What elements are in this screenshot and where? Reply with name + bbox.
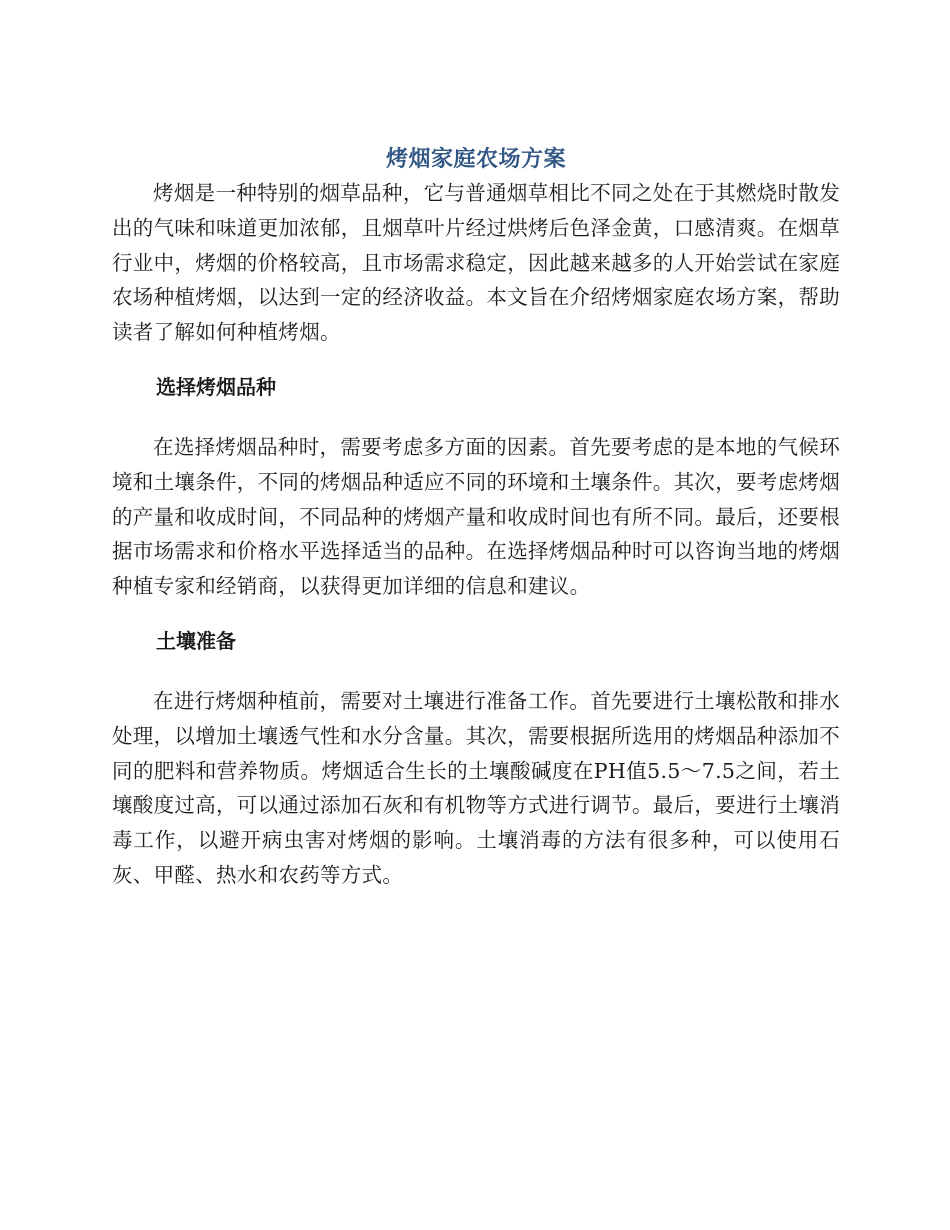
document-title: 烤烟家庭农场方案 <box>385 147 566 172</box>
section-heading-soil: 土壤准备 <box>156 628 236 653</box>
section-body-soil: 在进行烤烟种植前，需要对土壤进行准备工作。首先要进行土壤松散和排水处理，以增加土壤透气性和水分含量。其次，需要根据所选用的烤烟品种添加不同的肥料和营养物质。烤烟适合生长的土壤酸碱度在PH值5.5～7.5之间，若土壤酸度过高，可以通过添加石灰和有机物等方式进行调节。最后，要进行土壤消毒工作，以避开病虫害对烤烟的影响。土壤消毒的方法有很多种，可以使用石灰、甲醛、热水和农药等方式。 <box>112 688 840 887</box>
intro-paragraph: 烤烟是一种特别的烟草品种，它与普通烟草相比不同之处在于其燃烧时散发出的气味和味道更加浓郁，且烟草叶片经过烘烤后色泽金黄，口感清爽。在烟草行业中，烤烟的价格较高，且市场需求稳定，因此越来越多的人开始尝试在家庭农场种植烤烟，以达到一定的经济收益。本文旨在介绍烤烟家庭农场方案，帮助读者了解如何种植烤烟。 <box>112 181 840 345</box>
document-page <box>112 140 840 893</box>
section-heading-variety: 选择烤烟品种 <box>156 374 276 399</box>
section-body-variety: 在选择烤烟品种时，需要考虑多方面的因素。首先要考虑的是本地的气候环境和土壤条件，不同的烤烟品种适应不同的环境和土壤条件。其次，要考虑烤烟的产量和收成时间，不同品种的烤烟产量和收成时间也有所不同。最后，还要根据市场需求和价格水平选择适当的品种。在选择烤烟品种时可以咨询当地的烤烟种植专家和经销商，以获得更加详细的信息和建议。 <box>112 434 840 599</box>
